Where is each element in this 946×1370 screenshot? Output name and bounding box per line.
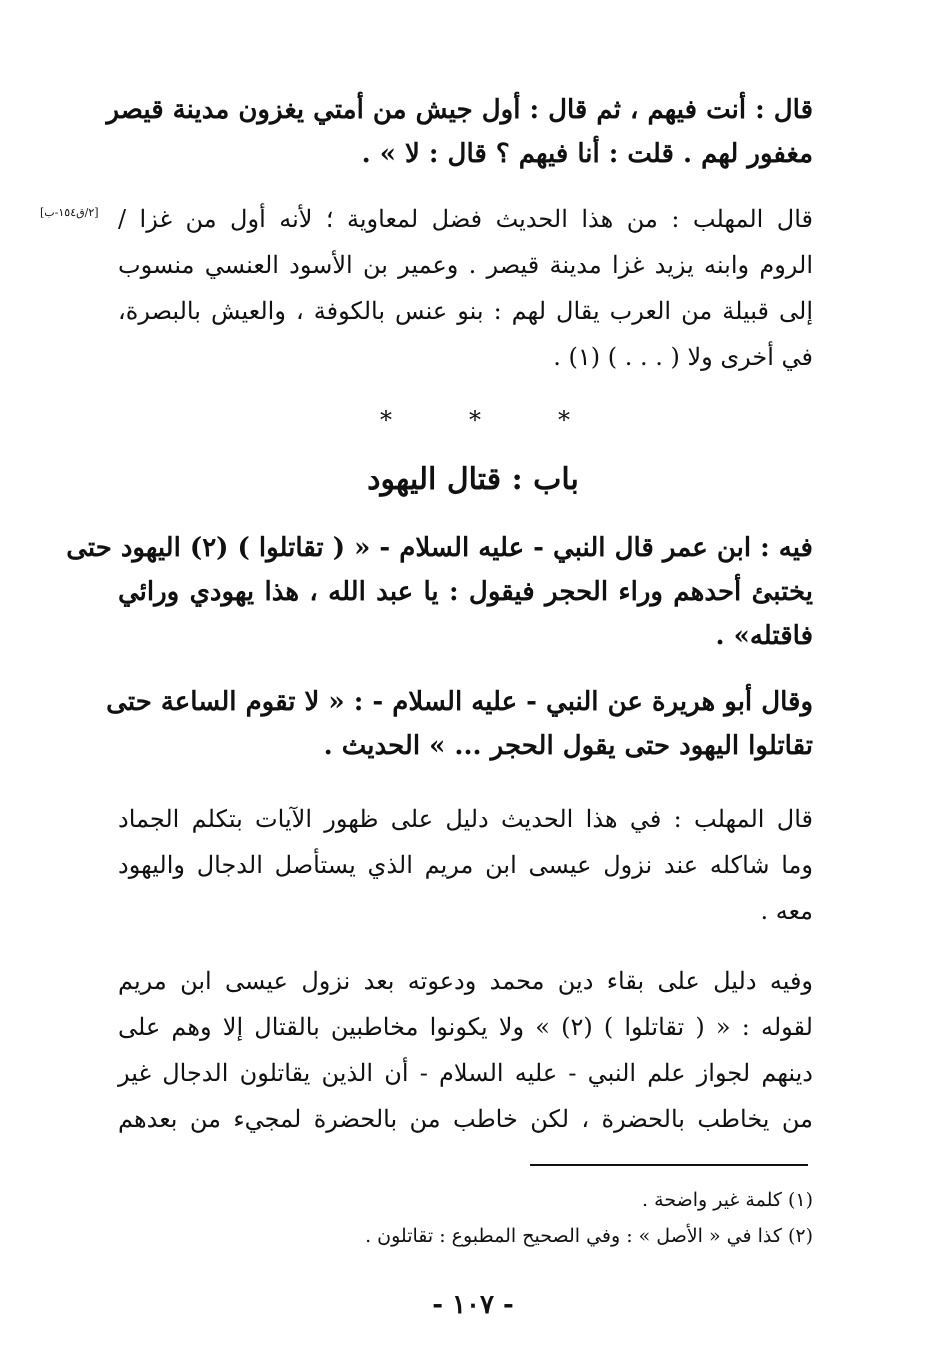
- chapter-title: باب : قتال اليهود: [367, 462, 579, 497]
- text-line: دينهم لجواز علم النبي - عليه السلام - أن الذين يقاتلون الدجال غير: [118, 1059, 813, 1087]
- text-line: فيه : ابن عمر قال النبي - عليه السلام - « ( تقاتلوا ) (٢) اليهود حتى: [66, 533, 813, 563]
- hadith-paragraph-3: [106, 680, 813, 768]
- commentary-paragraph-1: [118, 196, 813, 380]
- text-line: لقوله : « ( تقاتلوا ) (٢) » ولا يكونوا مخاطبين بالقتال إلا وهم على: [118, 1013, 813, 1041]
- footnotes: [118, 1182, 813, 1254]
- asterisk-ornament: *: [558, 406, 570, 434]
- text-line: وقال أبو هريرة عن النبي - عليه السلام - : « لا تقوم الساعة حتى: [106, 687, 813, 717]
- text-line: الروم وابنه يزيد غزا مدينة قيصر . وعمير بن الأسود العنسي منسوب: [118, 251, 813, 279]
- text-line: يختبئ أحدهم وراء الحجر فيقول : يا عبد الله ، هذا يهودي ورائي: [118, 577, 813, 607]
- text-line: فاقتله» .: [715, 621, 813, 651]
- footnote-2: (٢) كذا في « الأصل » : وفي الصحيح المطبوع : تقاتلون .: [365, 1225, 813, 1247]
- text-line: إلى قبيلة من العرب يقال لهم : بنو عنس بالكوفة ، والعيش بالبصرة،: [118, 297, 813, 325]
- manuscript-folio-reference: [٢/ق١٥٤-ب]: [40, 206, 99, 219]
- text-line: قال المهلب : من هذا الحديث فضل لمعاوية ؛ لأنه أول من غزا /: [118, 205, 813, 233]
- text-line: في أخرى ولا ( . . . ) (١) .: [553, 343, 813, 371]
- hadith-paragraph-2: [66, 526, 813, 658]
- page-number: - ١٠٧ -: [432, 1290, 514, 1320]
- hadith-paragraph-1: [106, 88, 813, 176]
- text-line: وما شاكله عند نزول عيسى ابن مريم الذي يستأصل الدجال واليهود: [118, 851, 813, 879]
- asterisk-ornament: *: [380, 406, 392, 434]
- footnote-1: (١) كلمة غير واضحة .: [642, 1189, 813, 1211]
- text-line: مغفور لهم . قلت : أنا فيهم ؟ قال : لا » .: [361, 139, 813, 169]
- text-line: معه .: [760, 897, 813, 925]
- text-line: قال : أنت فيهم ، ثم قال : أول جيش من أمتي يغزون مدينة قيصر: [106, 95, 813, 125]
- commentary-paragraph-2: [118, 796, 813, 934]
- asterisk-ornament: *: [469, 406, 481, 434]
- section-separator: [380, 406, 570, 434]
- footnote-divider: [530, 1164, 808, 1166]
- commentary-paragraph-3: [118, 958, 813, 1142]
- text-line: من يخاطب بالحضرة ، لكن خاطب من بالحضرة لمجيء من بعدهم: [118, 1105, 813, 1133]
- text-line: وفيه دليل على بقاء دين محمد ودعوته بعد نزول عيسى ابن مريم: [118, 967, 814, 995]
- text-line: تقاتلوا اليهود حتى يقول الحجر ... » الحديث .: [323, 731, 813, 761]
- text-line: قال المهلب : في هذا الحديث دليل على ظهور الآيات بتكلم الجماد: [118, 805, 813, 833]
